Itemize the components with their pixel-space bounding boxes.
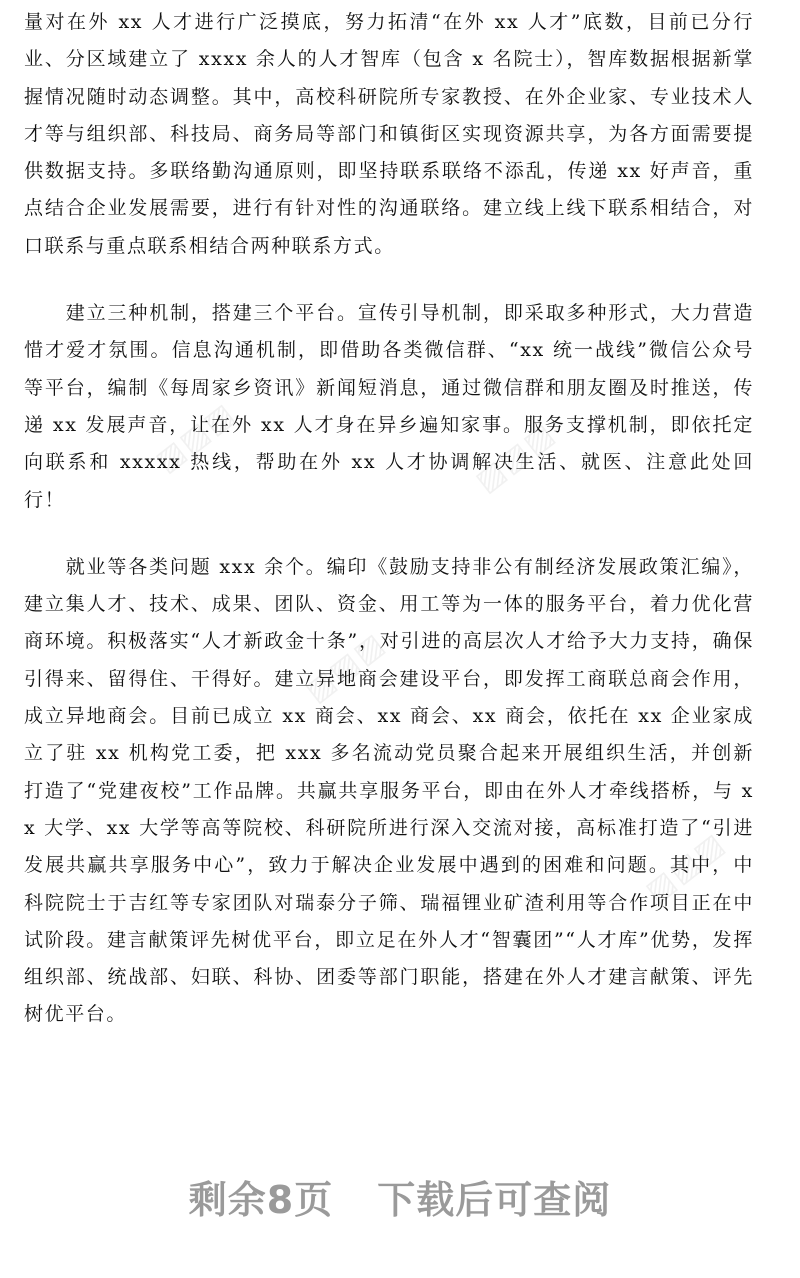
remaining-pages-label: 剩余8页 <box>188 1178 334 1222</box>
watermark: ▨▨▨ <box>298 625 393 710</box>
paragraph-3: 就业等各类问题 xxx 余个。编印《鼓励支持非公有制经济发展政策汇编》，建立集人才、技术、成果、团队、资金、用工等为一体的服务平台，着力优化营商环境。积极落实“人才新政金十条”，对引进的高层次人才给予大力支持，确保引得来、留得住、干得好。建立异地商会建设平台，即发挥工商联总商会作用，成立异地商会。目前已成立 xx 商会、xx 商会、xx 商会，依托在 xx 企业家成立了驻 xx 机构党工委，把 xxx 多名流动党员聚合起来开展组织生活，并创新打造了“党建夜校”工作品牌。共赢共享服务平台，即由在外人才牵线搭桥，与 xx 大学、xx 大学等高等院校、科研院所进行深入交流对接，高标准打造了“引进发展共赢共享服务中心”，致力于解决企业发展中遇到的困难和问题。其中，中科院院士于吉红等专家团队对瑞泰分子筛、瑞福锂业矿渣利用等合作项目正在中试阶段。建言献策评先树优平台，即立足在外人才“智囊团”“人才库”优势，发挥组织部、统战部、妇联、科协、团委等部门职能，搭建在外人才建言献策、评先树优平台。 <box>24 555 754 1026</box>
watermark: ▨▨▨ <box>468 415 563 500</box>
download-hint-label: 下载后可查阅 <box>377 1178 612 1222</box>
watermark: ▨▨▨ <box>148 395 243 480</box>
paragraph-2: 建立三种机制，搭建三个平台。宣传引导机制，即采取多种形式，大力营造惜才爱才氛围。信息沟通机制，即借助各类微信群、“xx 统一战线”微信公众号等平台，编制《每周家乡资讯》新闻短消息，通过微信群和朋友圈及时推送，传递 xx 发展声音，让在外 xx 人才身在异乡遍知家事。服务支撑机制，即依托定向联系和 xxxxx 热线，帮助在外 xx 人才协调解决生活、就医、注意此处回行！ <box>24 302 754 511</box>
document-body <box>24 4 754 1034</box>
download-prompt[interactable] <box>0 1170 800 1240</box>
download-prompt-text[interactable] <box>189 1170 611 1230</box>
watermark: ▨▨▨ <box>638 825 733 910</box>
paragraph-1: 量对在外 xx 人才进行广泛摸底，努力拓清“在外 xx 人才”底数，目前已分行业、分区域建立了 xxxx 余人的人才智库（包含 x 名院士），智库数据根据新掌握情况随时动态调整。其中，高校科研院所专家教授、在外企业家、专业技术人才等与组织部、科技局、商务局等部门和镇街区实现资源共享，为各方面需要提供数据支持。多联络勤沟通原则，即坚持联系联络不添乱，传递 xx 好声音，重点结合企业发展需要，进行有针对性的沟通联络。建立线上线下联系相结合，对口联系与重点联系相结合两种联系方式。 <box>24 11 754 257</box>
